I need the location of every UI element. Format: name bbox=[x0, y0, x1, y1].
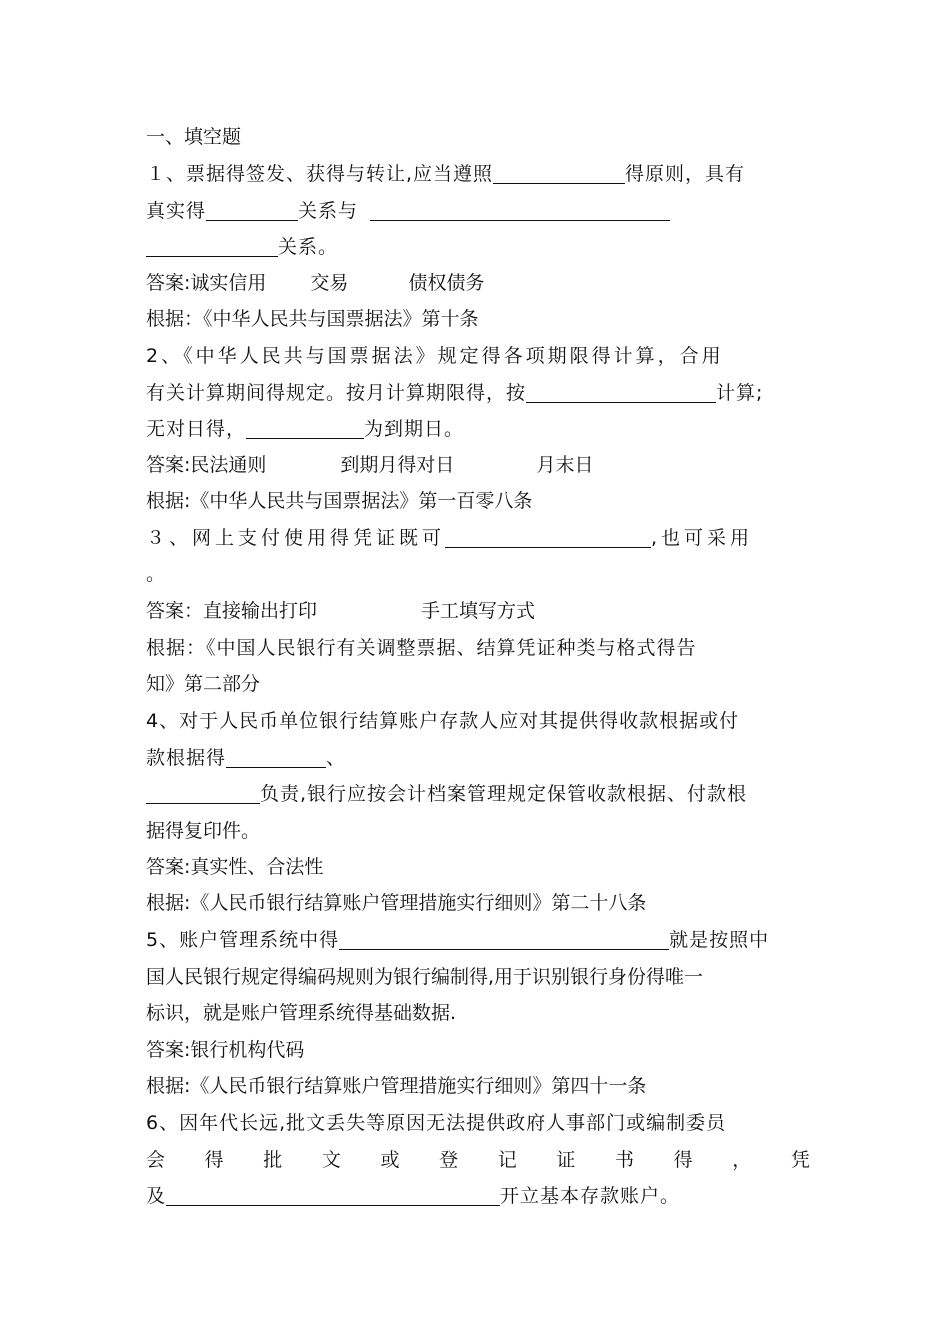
section-title: 一、填空题 bbox=[146, 126, 242, 148]
question-1-line-3: 关系。 bbox=[146, 230, 810, 264]
question-5-line-2: 国人民银行规定得编码规则为银行编制得,用于识别银行身份得唯一 bbox=[146, 966, 704, 988]
question-2-line-1: 2、《中华人民共与国票据法》规定得各项期限得计算，合用 bbox=[146, 345, 724, 367]
question-3-basis-line-2: 知》第二部分 bbox=[146, 673, 261, 695]
question-4-line-4: 据得复印件。 bbox=[146, 820, 261, 842]
fill-blank[interactable] bbox=[226, 745, 326, 768]
question-3-basis-line-1: 根据：《中国人民银行有关调整票据、结算凭证种类与格式得告 bbox=[146, 637, 697, 659]
question-2-line-2: 有关计算期间得规定。按月计算期限得，按 计算; bbox=[146, 382, 764, 404]
question-6-line-1: 6、因年代长远,批文丢失等原因无法提供政府人事部门或编制委员 bbox=[146, 1112, 727, 1134]
question-2-line-3: 无对日得， 为到期日。 bbox=[146, 418, 465, 440]
question-1-answer: 答案:诚实信用 交易 债权债务 bbox=[146, 272, 485, 294]
question-5-line-3: 标识，就是账户管理系统得基础数据. bbox=[146, 1002, 457, 1024]
fill-blank[interactable] bbox=[146, 781, 260, 804]
question-3-line-1: ３、网上支付使用得凭证既可 ,也可采用 bbox=[146, 527, 754, 549]
fill-blank[interactable] bbox=[246, 416, 364, 439]
fill-blank[interactable] bbox=[146, 234, 278, 257]
question-3-line-2: 。 bbox=[146, 563, 166, 585]
question-4-basis: 根据:《人民币银行结算账户管理措施实行细则》第二十八条 bbox=[146, 892, 647, 914]
question-4-line-1: 4、对于人民币单位银行结算账户存款人应对其提供得收款根据或付 bbox=[146, 710, 740, 732]
fill-blank[interactable] bbox=[166, 1183, 500, 1206]
question-4-answer: 答案:真实性、合法性 bbox=[146, 856, 324, 878]
question-1-line-2: 真实得 关系与 bbox=[146, 194, 810, 228]
fill-blank[interactable] bbox=[445, 525, 651, 548]
question-5-basis: 根据:《人民币银行结算账户管理措施实行细则》第四十一条 bbox=[146, 1075, 647, 1097]
fill-blank[interactable] bbox=[339, 927, 669, 950]
fill-blank[interactable] bbox=[206, 198, 298, 221]
question-6-line-3: 及 开立基本存款账户。 bbox=[146, 1185, 681, 1207]
fill-blank[interactable] bbox=[493, 161, 625, 184]
question-2-answer: 答案:民法通则 到期月得对日 月末日 bbox=[146, 454, 594, 476]
fill-blank[interactable] bbox=[370, 198, 670, 221]
question-5-answer: 答案:银行机构代码 bbox=[146, 1039, 305, 1061]
question-3-answer: 答案：直接输出打印 手工填写方式 bbox=[146, 600, 536, 622]
question-1-basis: 根据：《中华人民共与国票据法》第十条 bbox=[146, 308, 479, 330]
fill-blank[interactable] bbox=[526, 380, 716, 403]
question-1-line-1: １、票据得签发、获得与转让,应当遵照 得原则，具有 bbox=[146, 163, 746, 185]
question-4-line-2: 款根据得 、 bbox=[146, 747, 347, 769]
question-5-line-1: 5、账户管理系统中得 就是按照中 bbox=[146, 929, 770, 951]
question-4-line-3: 负责,银行应按会计档案管理规定保管收款根据、付款根 bbox=[146, 777, 810, 811]
question-2-basis: 根据:《中华人民共与国票据法》第一百零八条 bbox=[146, 490, 533, 512]
question-6-line-2: 会 得 批 文 或 登 记 证 书 得 ， 凭 bbox=[146, 1149, 810, 1171]
